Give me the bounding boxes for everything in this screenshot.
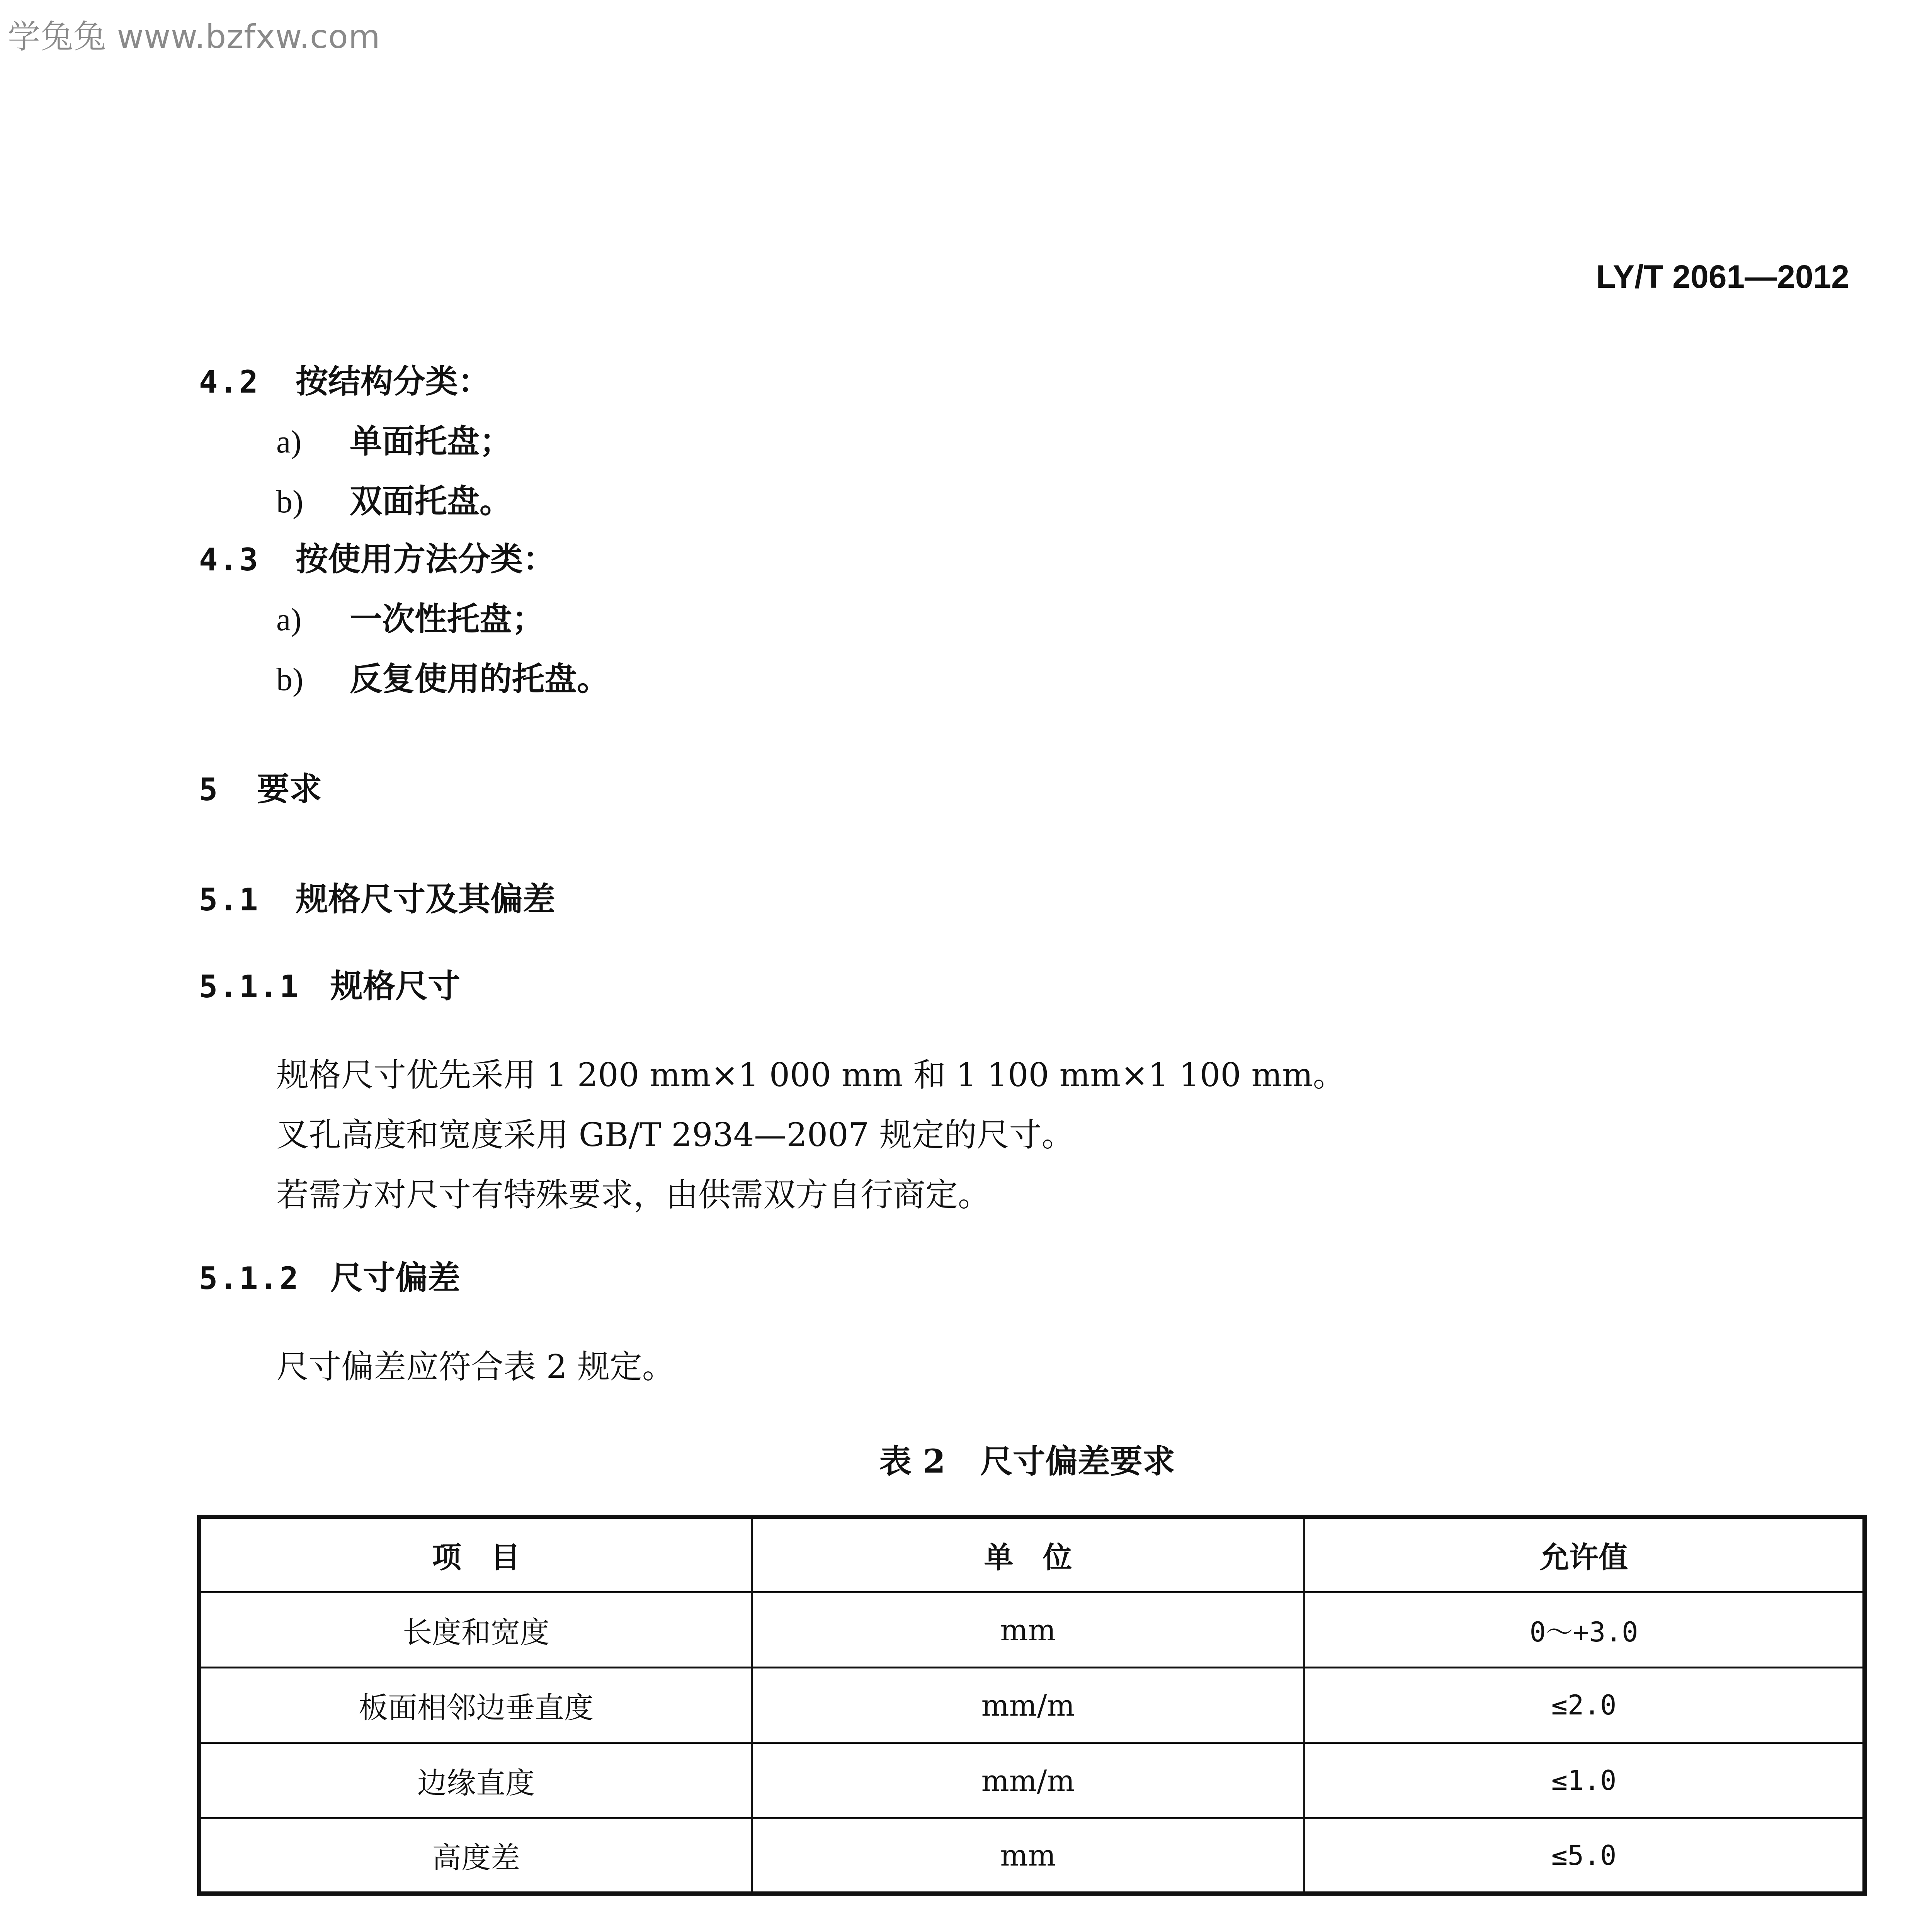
table-row [199, 1743, 1865, 1818]
table-cell: mm [752, 1818, 1304, 1894]
table-cell: 长度和宽度 [199, 1592, 752, 1668]
table-header-row [199, 1517, 1865, 1592]
section-number: 5.1.2 [199, 1260, 300, 1296]
paragraph: 尺寸偏差应符合表 2 规定。 [276, 1348, 675, 1386]
section-number: 4.3 [199, 542, 260, 578]
list-item-text: 单面托盘； [350, 422, 512, 460]
list-item-label: a) [276, 424, 302, 460]
section-number: 5.1 [199, 882, 260, 918]
list-item-label: a) [276, 602, 302, 638]
table-cell: mm/m [752, 1668, 1304, 1743]
table-header-cell: 允许值 [1304, 1517, 1865, 1592]
list-item [276, 660, 610, 698]
table-row [199, 1818, 1865, 1894]
table-row [199, 1592, 1865, 1668]
table-header-cell: 项 目 [199, 1517, 752, 1592]
section-number: 5.1.1 [199, 969, 300, 1005]
table-2-caption [0, 1435, 1932, 1482]
paragraph: 若需方对尺寸有特殊要求，由供需双方自行商定。 [276, 1176, 991, 1214]
paragraph: 叉孔高度和宽度采用 GB/T 2934—2007 规定的尺寸。 [276, 1116, 1074, 1154]
section-title: 按结构分类： [296, 362, 491, 400]
table-caption-number: 表 2 [879, 1442, 946, 1480]
table-cell: ≤5.0 [1304, 1818, 1865, 1894]
section-4-2-heading [199, 362, 491, 400]
table-row [199, 1668, 1865, 1743]
table-cell: 高度差 [199, 1818, 752, 1894]
section-5-1-1-heading [199, 967, 461, 1005]
list-item [276, 422, 512, 460]
table-cell: 板面相邻边垂直度 [199, 1668, 752, 1743]
section-title: 规格尺寸及其偏差 [296, 880, 556, 918]
table-cell: mm [752, 1592, 1304, 1668]
list-item [276, 482, 512, 520]
section-title: 要求 [257, 770, 322, 808]
table-header-cell: 单 位 [752, 1517, 1304, 1592]
section-title: 按使用方法分类： [296, 540, 556, 578]
table-cell: ≤1.0 [1304, 1743, 1865, 1818]
section-5-1-2-heading [199, 1259, 461, 1297]
list-item-text: 双面托盘。 [350, 482, 512, 520]
section-number: 5 [199, 772, 219, 808]
list-item-text: 一次性托盘； [350, 600, 545, 638]
list-item-label: b) [276, 484, 303, 520]
standard-number: LY/T 2061—2012 [1596, 259, 1849, 295]
watermark: 学兔兔 www.bzfxw.com [8, 18, 381, 56]
table-cell: ≤2.0 [1304, 1668, 1865, 1743]
table-cell: mm/m [752, 1743, 1304, 1818]
section-title: 规格尺寸 [330, 967, 461, 1005]
list-item [276, 600, 545, 638]
table-caption-title: 尺寸偏差要求 [980, 1442, 1175, 1480]
table-cell: 0～+3.0 [1304, 1592, 1865, 1668]
list-item-label: b) [276, 662, 303, 697]
list-item-text: 反复使用的托盘。 [350, 660, 610, 698]
section-title: 尺寸偏差 [330, 1259, 461, 1297]
table-cell: 边缘直度 [199, 1743, 752, 1818]
section-number: 4.2 [199, 364, 260, 400]
table-2 [197, 1515, 1867, 1896]
section-4-3-heading [199, 540, 556, 578]
paragraph: 规格尺寸优先采用 1 200 mm×1 000 mm 和 1 100 mm×1 100 mm。 [276, 1056, 1345, 1094]
section-5-1-heading [199, 880, 556, 918]
section-5-heading [199, 770, 322, 808]
